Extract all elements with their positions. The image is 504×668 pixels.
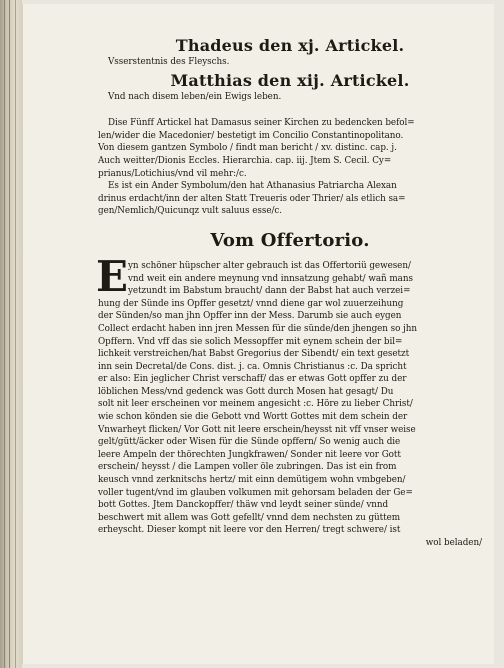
heading-thadeus: Thadeus den xj. Artickel. [175, 36, 405, 55]
heading-offertorio: Vom Offertorio. [210, 229, 370, 251]
book-spine-gutter [0, 0, 22, 668]
body-line: wie schon könden sie die Gebott vnd Wortt Gottes mit dem schein der [98, 412, 408, 423]
body-line: Collect erdacht haben inn jren Messen für die sünde/den jhengen so jhn [98, 323, 418, 334]
heading-matthias: Matthias den xij. Artickel. [170, 70, 410, 90]
body-line: erheyscht. Dieser kompt nit leere vor den Herren/ tregt schwere/ ist [98, 525, 401, 536]
body-line: hung der Sünde ins Opffer gesetzt/ vnnd diene gar wol zuuerzeihung [98, 298, 404, 309]
body-line: der Sünden/so man jhn Opffer inn der Mess. Darumb sie auch eygen [98, 311, 402, 322]
body-line: solt nit leer erscheinen vor meinem angesicht :c. Höre zu lieber Christ/ [98, 399, 413, 410]
paragraph-line: Von diesem gantzen Symbolo / findt man bericht / xv. distinc. cap. j. [98, 143, 397, 154]
body-line: voller tugent/vnd im glauben volkumen mit gehorsam beladen der Ge= [98, 487, 413, 498]
article-line-2: Vnd nach disem leben/ein Ewigs leben. [108, 91, 282, 102]
paragraph-line: Auch weitter/Dionis Eccles. Hierarchia. cap. iij. Jtem S. Cecil. Cy= [98, 155, 392, 166]
paragraph-line: Es ist ein Ander Symbolum/den hat Athanasius Patriarcha Alexan [108, 181, 397, 192]
body-line: vnd weit ein andere meynung vnd innsatzung gehabt/ wañ mans [128, 273, 413, 284]
body-line: leere Ampeln der thörechten Jungkfrawen/ Sonder nit leere vor Gott [98, 449, 401, 460]
body-line: keusch vnnd zerknitschs hertz/ mit einn demütigem wohn vmbgeben/ [98, 475, 406, 486]
offertorio-body [96, 251, 482, 550]
body-line: er also: Ein jeglicher Christ verschaff/ das er etwas Gott opffer zu der [98, 374, 407, 385]
body-line: erschein/ heysst / die Lampen voller öle zubringen. Das ist ein from [98, 462, 397, 473]
gutter-edge-line [15, 0, 16, 668]
gutter-edge-line [4, 0, 5, 668]
paragraph-line: prianus/Lotichius/vnd vil mehr:/c. [98, 168, 247, 179]
body-line: inn sein Decretal/de Cons. dist. j. ca. Omnis Christianus :c. Da spricht [98, 361, 407, 372]
paragraph-line: gen/Nemlich/Quicunqz vult saluus esse/c. [98, 206, 283, 217]
body-line: löblichen Mess/vnd gedenck was Gott durch Mosen hat gesagt/ Du [98, 386, 394, 397]
gutter-edge-line [9, 0, 10, 668]
body-line: gelt/gütt/äcker oder Wisen für die Sünde opffern/ So wenig auch die [98, 437, 401, 448]
body-line: yetzundt im Babstum braucht/ dann der Babst hat auch verzei= [128, 286, 411, 297]
paragraph-athanasius [98, 180, 482, 218]
body-line: Opffern. Vnd vff das sie solich Messopffer mit eynem schein der bil= [98, 336, 403, 347]
paragraph-line: Dise Fünff Artickel hat Damasus seiner Kirchen zu bedencken befol= [108, 118, 415, 129]
document-page [22, 4, 494, 664]
article-line-1: Vsserstentnis des Fleyschs. [108, 57, 230, 67]
body-line: yn schöner hüpscher alter gebrauch ist das Offertoriü gewesen/ [128, 260, 411, 271]
body-line: bott Gottes. Jtem Danckopffer/ thäw vnd leydt seiner sünde/ vnnd [98, 500, 389, 511]
body-line: wol beladen/ [425, 538, 482, 548]
page-content [98, 36, 482, 550]
paragraph-damasus [98, 117, 482, 180]
paragraph-line: len/wider die Macedonier/ bestetigt im Concilio Constantinopolitano. [98, 130, 404, 141]
body-line: Vnwarheyt flicken/ Vor Gott nit leere erschein/heysst nit vff vnser weise [98, 424, 416, 435]
drop-cap-initial: E [96, 251, 129, 301]
paragraph-line: drinus erdacht/inn der alten Statt Treueris oder Thrier/ als etlich sa= [98, 193, 406, 204]
body-line: lichkeit verstreichen/hat Babst Gregorius der Sibendt/ ein text gesetzt [98, 349, 410, 360]
body-line: beschwert mit allem was Gott gefellt/ vnnd dem nechsten zu güttem [98, 512, 401, 523]
